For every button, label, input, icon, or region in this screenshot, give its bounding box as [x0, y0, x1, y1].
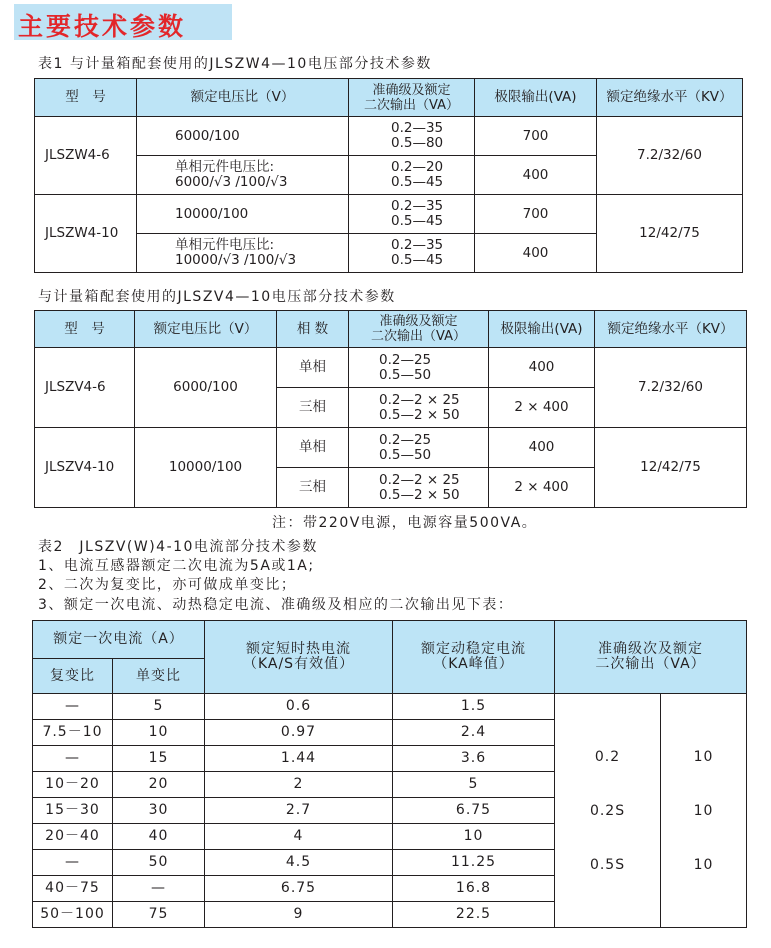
table1-model: JLSZW4-6 — [35, 117, 137, 195]
table3-dynamic: 22.5 — [393, 902, 555, 928]
table3-accuracy-class: 0.2 0.2S 0.5S — [555, 694, 661, 928]
table3-header-thermal: 额定短时热电流 （KA/S有效值） — [205, 621, 393, 694]
table1-ratio: 10000/100 — [137, 195, 349, 234]
table1-ratio: 单相元件电压比: 10000/√3 /100/√3 — [137, 234, 349, 273]
table3-thermal: 9 — [205, 902, 393, 928]
table3-note-3: 3、额定一次电流、动热稳定电流、准确级及相应的二次输出见下表： — [38, 597, 514, 613]
section-title: 主要技术参数 — [18, 12, 187, 41]
table1-limit: 700 — [475, 117, 597, 156]
table3-single: 5 — [113, 694, 205, 720]
table2 — [34, 310, 747, 508]
table1-caption: 表1 与计量箱配套使用的JLSZW4—10电压部分技术参数 — [38, 56, 432, 72]
table3-multi: — — [33, 746, 113, 772]
table2-header-phase: 相 数 — [277, 311, 349, 348]
table2-header-model: 型 号 — [35, 311, 135, 348]
table1-accuracy: 0.2—35 0.5—45 — [349, 195, 475, 234]
table2-header-ratio: 额定电压比（V） — [135, 311, 277, 348]
table3-thermal: 2.7 — [205, 798, 393, 824]
table3-header-dynamic: 额定动稳定电流 （KA峰值） — [393, 621, 555, 694]
table3-note-2: 2、二次为复变比，亦可做成单变比； — [38, 577, 297, 593]
table2-phase: 三相 — [277, 468, 349, 508]
table2-header-limit: 极限输出(VA) — [489, 311, 595, 348]
table3-single: 40 — [113, 824, 205, 850]
table1-accuracy: 0.2—20 0.5—45 — [349, 156, 475, 195]
table3-single: 15 — [113, 746, 205, 772]
table2-header-accuracy: 准确级及额定 二次输出（VA） — [349, 311, 489, 348]
table3-multi: 10－20 — [33, 772, 113, 798]
table3-thermal: 4 — [205, 824, 393, 850]
table2-accuracy: 0.2—2 × 25 0.5—2 × 50 — [349, 468, 489, 508]
table3-thermal: 6.75 — [205, 876, 393, 902]
table2-limit: 400 — [489, 348, 595, 388]
table3-thermal: 2 — [205, 772, 393, 798]
table1-insulation: 7.2/32/60 — [597, 117, 743, 195]
table1-limit: 700 — [475, 195, 597, 234]
table3-dynamic: 1.5 — [393, 694, 555, 720]
table2-model: JLSZV4-10 — [35, 428, 135, 508]
table3-header-single: 单变比 — [113, 659, 205, 694]
table2-phase: 单相 — [277, 348, 349, 388]
table3-single: 75 — [113, 902, 205, 928]
table3-dynamic: 5 — [393, 772, 555, 798]
table3-accuracy-va: 10 10 10 — [661, 694, 747, 928]
table2-accuracy: 0.2—25 0.5—50 — [349, 348, 489, 388]
table3-multi: 15－30 — [33, 798, 113, 824]
table2-insulation: 12/42/75 — [595, 428, 747, 508]
table1-limit: 400 — [475, 234, 597, 273]
table3-dynamic: 10 — [393, 824, 555, 850]
table1-accuracy: 0.2—35 0.5—45 — [349, 234, 475, 273]
table3-single: 50 — [113, 850, 205, 876]
table1-header-ratio: 额定电压比（V） — [137, 79, 349, 117]
table3-thermal: 4.5 — [205, 850, 393, 876]
table3-dynamic: 16.8 — [393, 876, 555, 902]
table1-insulation: 12/42/75 — [597, 195, 743, 273]
table1 — [34, 78, 743, 273]
table3-multi: — — [33, 850, 113, 876]
table2-caption: 与计量箱配套使用的JLSZV4—10电压部分技术参数 — [38, 289, 396, 305]
table2-accuracy: 0.2—2 × 25 0.5—2 × 50 — [349, 388, 489, 428]
table3-thermal: 1.44 — [205, 746, 393, 772]
table3-dynamic: 2.4 — [393, 720, 555, 746]
table2-note: 注：带220V电源，电源容量500VA。 — [272, 515, 538, 531]
table2-limit: 2 × 400 — [489, 468, 595, 508]
table1-header-accuracy: 准确级及额定 二次输出（VA） — [349, 79, 475, 117]
table3-single: 10 — [113, 720, 205, 746]
table3-dynamic: 6.75 — [393, 798, 555, 824]
table3-thermal: 0.97 — [205, 720, 393, 746]
table2-phase: 单相 — [277, 428, 349, 468]
table3-caption: 表2 JLSZV(W)4-10电流部分技术参数 — [38, 539, 318, 555]
table3-note-1: 1、电流互感器额定二次电流为5A或1A; — [38, 558, 315, 574]
table3-multi: 50－100 — [33, 902, 113, 928]
table3-multi: — — [33, 694, 113, 720]
table3-multi: 20－40 — [33, 824, 113, 850]
table2-accuracy: 0.2—25 0.5—50 — [349, 428, 489, 468]
table2-phase: 三相 — [277, 388, 349, 428]
table2-header-insulation: 额定绝缘水平（KV） — [595, 311, 747, 348]
table3-header-multi: 复变比 — [33, 659, 113, 694]
table2-ratio: 10000/100 — [135, 428, 277, 508]
table1-header-limit: 极限输出(VA) — [475, 79, 597, 117]
section-title-banner — [14, 4, 232, 40]
table2-ratio: 6000/100 — [135, 348, 277, 428]
table3-header-accuracy: 准确级次及额定 二次输出（VA） — [555, 621, 747, 694]
table3-dynamic: 11.25 — [393, 850, 555, 876]
table3-single: 20 — [113, 772, 205, 798]
table1-ratio: 单相元件电压比: 6000/√3 /100/√3 — [137, 156, 349, 195]
table3-dynamic: 3.6 — [393, 746, 555, 772]
table1-accuracy: 0.2—35 0.5—80 — [349, 117, 475, 156]
table3-single: — — [113, 876, 205, 902]
table1-header-model: 型 号 — [35, 79, 137, 117]
table3-multi: 40－75 — [33, 876, 113, 902]
table1-model: JLSZW4-10 — [35, 195, 137, 273]
table3-thermal: 0.6 — [205, 694, 393, 720]
table2-limit: 2 × 400 — [489, 388, 595, 428]
table3-multi: 7.5－10 — [33, 720, 113, 746]
table2-limit: 400 — [489, 428, 595, 468]
table1-limit: 400 — [475, 156, 597, 195]
table3-header-primary: 额定一次电流（A） — [33, 621, 205, 659]
table3 — [32, 620, 747, 928]
table1-ratio: 6000/100 — [137, 117, 349, 156]
table3-single: 30 — [113, 798, 205, 824]
table1-header-insulation: 额定绝缘水平（KV） — [597, 79, 743, 117]
table2-insulation: 7.2/32/60 — [595, 348, 747, 428]
table2-model: JLSZV4-6 — [35, 348, 135, 428]
